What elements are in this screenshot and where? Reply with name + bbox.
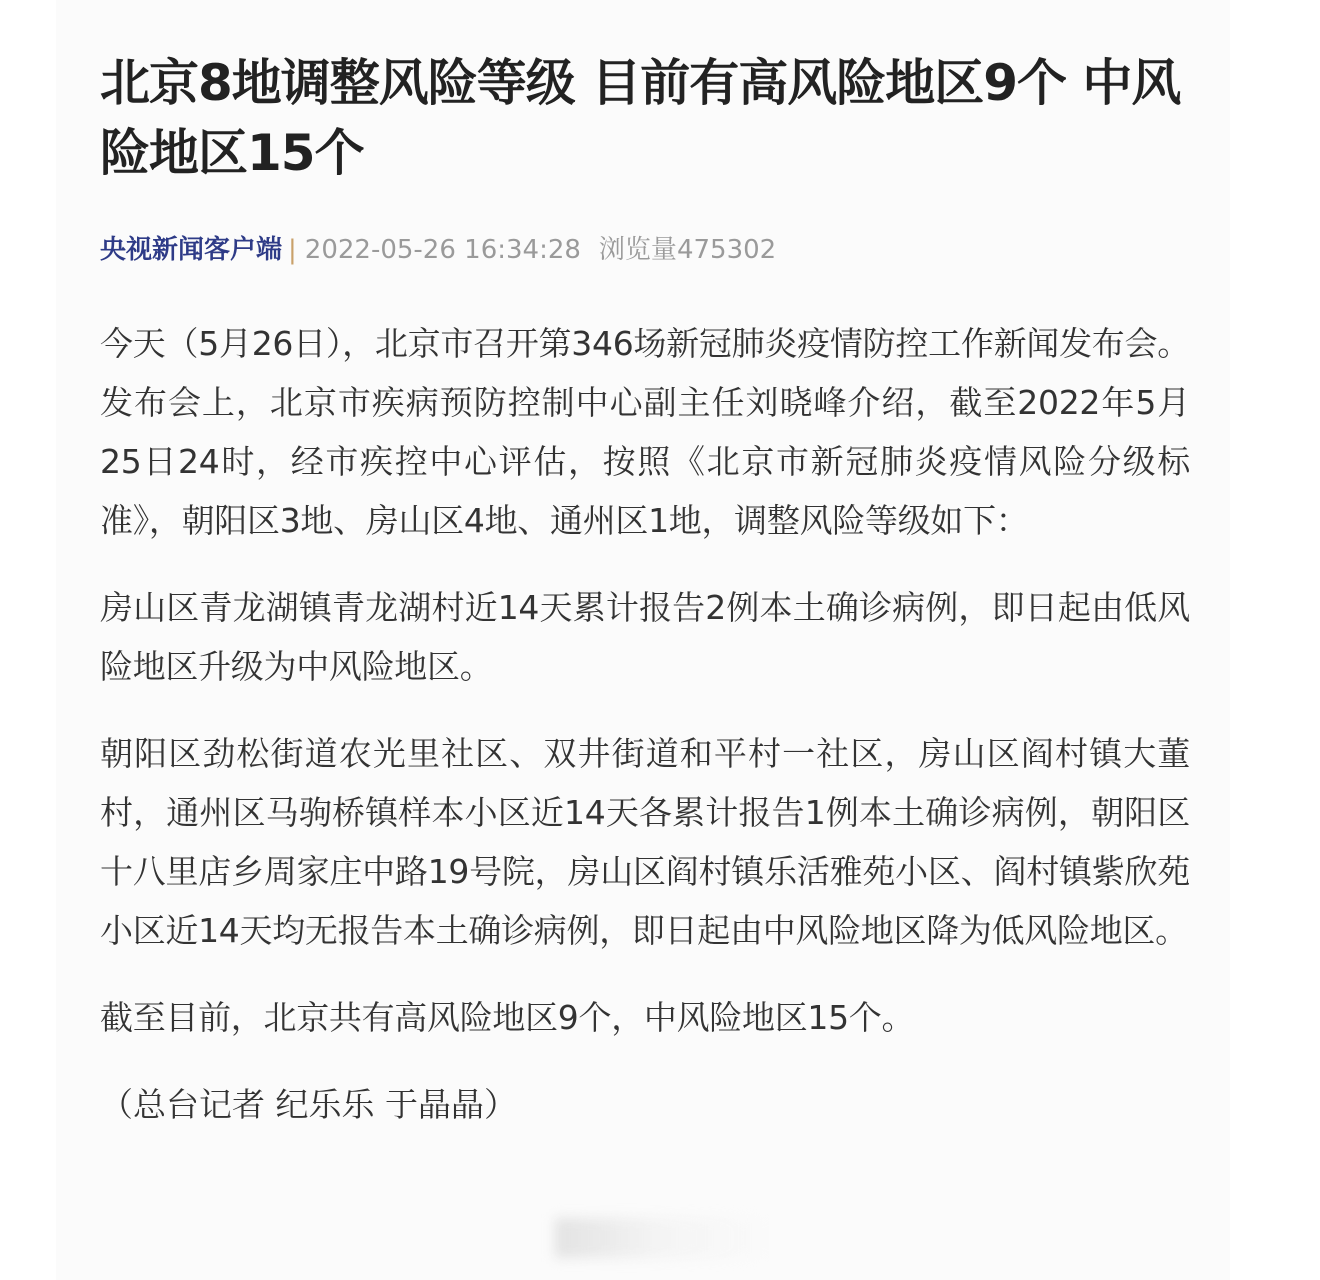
article [100, 0, 1190, 1134]
paragraph-summary: 截至目前，北京共有高风险地区9个，中风险地区15个。 [100, 998, 915, 1037]
paragraph-upgrade: 房山区青龙湖镇青龙湖村近14天累计报告2例本土确诊病例，即日起由低风险地区升级为中风险地区。 [100, 588, 1190, 686]
article-meta [100, 232, 1190, 268]
paragraph-downgrade: 朝阳区劲松街道农光里社区、双井街道和平村一社区，房山区阎村镇大董村，通州区马驹桥镇样本小区近14天各累计报告1例本土确诊病例，朝阳区十八里店乡周家庄中路19号院，房山区阎村镇乐活雅苑小区、阎村镇紫欣苑小区近14天均无报告本土确诊病例，即日起由中风险地区降为低风险地区。 [100, 734, 1190, 950]
reporter-credit: （总台记者 纪乐乐 于晶晶） [100, 1085, 517, 1124]
meta-divider: | [288, 235, 297, 265]
views-count: 475302 [676, 235, 777, 265]
publish-datetime: 2022-05-26 16:34:28 [304, 235, 581, 265]
article-title: 北京8地调整风险等级 目前有高风险地区9个 中风险地区15个 [100, 54, 1181, 182]
article-body [100, 314, 1190, 1134]
paragraph-intro: 今天（5月26日），北京市召开第346场新冠肺炎疫情防控工作新闻发布会。发布会上，北京市疾病预防控制中心副主任刘晓峰介绍，截至2022年5月25日24时，经市疾控中心评估，按照《北京市新冠肺炎疫情风险分级标准》，朝阳区3地、房山区4地、通州区1地，调整风险等级如下： [100, 324, 1190, 540]
blurred-watermark [555, 1218, 770, 1258]
source-link[interactable]: 央视新闻客户端 [100, 235, 283, 265]
views-label: 浏览量 [598, 235, 677, 265]
